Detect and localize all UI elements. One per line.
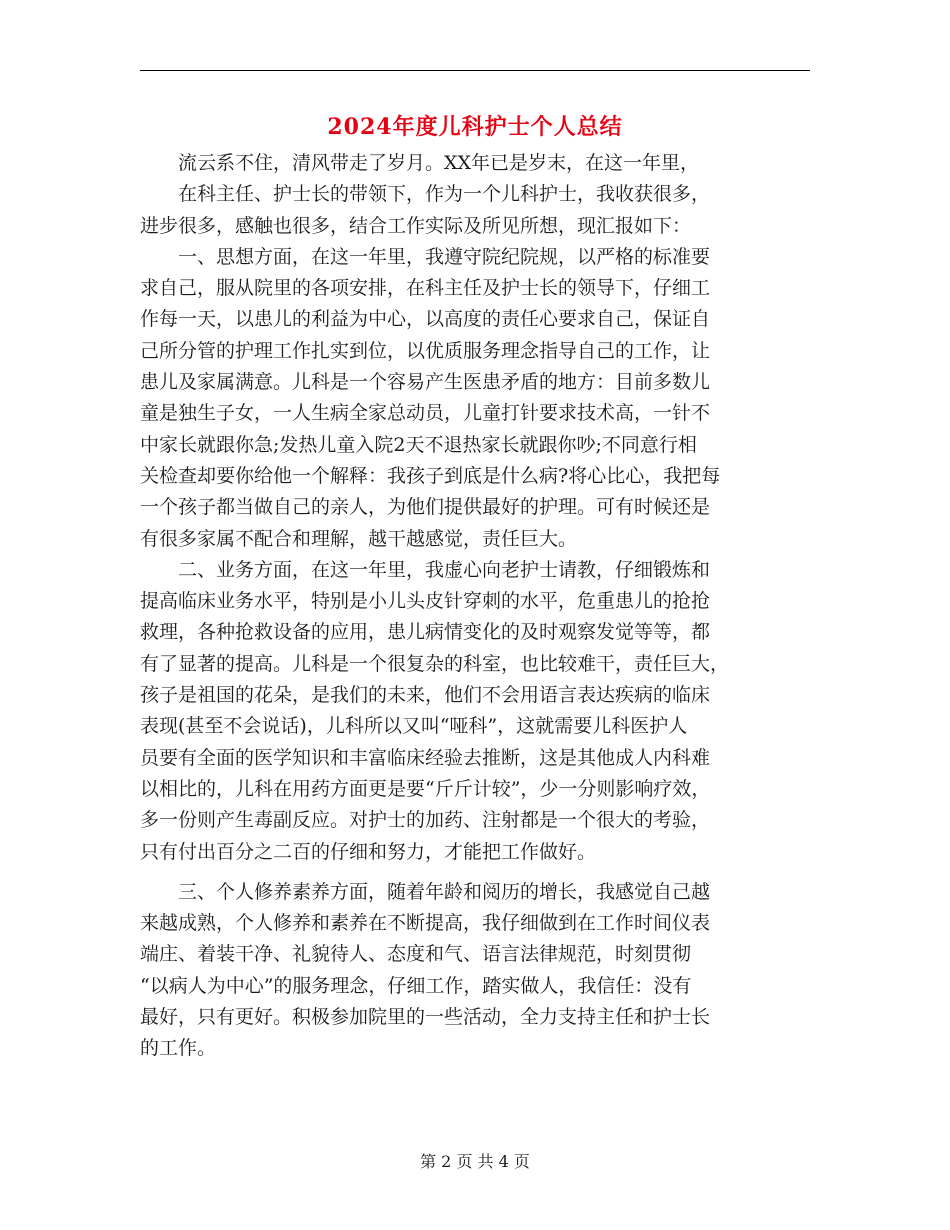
text-line: 来越成熟，个人修养和素养在不断提高，我仔细做到在工作时间仪表: [140, 912, 711, 935]
text-line: 童是独生子女，一人生病全家总动员，儿童打针要求技术高，一针不: [140, 402, 711, 425]
text-line: 己所分管的护理工作扎实到位，以优质服务理念指导自己的工作，让: [140, 339, 711, 362]
text-line: 救理，各种抢救设备的应用，患儿病情变化的及时观察发觉等等，都: [140, 621, 711, 644]
text-line: 求自己，服从院里的各项安排，在科主任及护士长的领导下，仔细工: [140, 277, 711, 300]
text-line: 端庄、着装干净、礼貌待人、态度和气、语言法律规范，时刻贯彻: [140, 943, 692, 966]
document-body: [140, 148, 810, 1065]
header-rule: [140, 70, 810, 71]
paragraph-gap: [140, 868, 810, 877]
text-line: 只有付出百分之二百的仔细和努力，才能把工作做好。: [140, 840, 597, 863]
text-line: “以病人为中心”的服务理念，仔细工作，踏实做人，我信任：没有: [140, 974, 692, 997]
text-line: 在科主任、护士长的带领下，作为一个儿科护士，我收获很多，: [140, 183, 711, 206]
text-line: 最好，只有更好。积极参加院里的一些活动，全力支持主任和护士长: [140, 1006, 711, 1029]
text-line: 员要有全面的医学知识和丰富临床经验去推断，这是其他成人内科难: [140, 746, 711, 769]
text-line: 一个孩子都当做自己的亲人，为他们提供最好的护理。可有时候还是: [140, 496, 711, 519]
text-line: 以相比的，儿科在用药方面更是要“斤斤计较”，少一分则影响疗效，: [140, 777, 711, 800]
text-line: 二、业务方面，在这一年里，我虚心向老护士请教，仔细锻炼和: [140, 558, 711, 581]
text-line: 关检查却要你给他一个解释：我孩子到底是什么病?将心比心，我把每: [140, 464, 721, 487]
text-line: 的工作。: [140, 1037, 217, 1060]
text-line: 一、思想方面，在这一年里，我遵守院纪院规，以严格的标准要: [140, 245, 711, 268]
text-line: 孩子是祖国的花朵，是我们的未来，他们不会用语言表达疾病的临床: [140, 684, 711, 707]
text-line: 有了显著的提高。儿科是一个很复杂的科室，也比较难干，责任巨大，: [140, 652, 730, 675]
text-line: 作每一天，以患儿的利益为中心，以高度的责任心要求自己，保证自: [140, 308, 711, 331]
text-line: 三、个人修养素养方面，随着年龄和阅历的增长，我感觉自己越: [140, 880, 711, 903]
document-title: 2024年度儿科护士个人总结: [327, 114, 623, 140]
text-line: 有很多家属不配合和理解，越干越感觉，责任巨大。: [140, 527, 578, 550]
text-line: 患儿及家属满意。儿科是一个容易产生医患矛盾的地方：目前多数儿: [140, 371, 711, 394]
text-line: 多一份则产生毒副反应。对护士的加药、注射都是一个很大的考验，: [140, 809, 711, 832]
text-line: 进步很多，感触也很多，结合工作实际及所见所想，现汇报如下：: [140, 214, 692, 237]
text-line: 表现(甚至不会说话)，儿科所以又叫“哑科”，这就需要儿科医护人: [140, 715, 688, 738]
page-footer: 第 2 页 共 4 页: [420, 1152, 530, 1171]
text-line: 提高临床业务水平，特别是小儿头皮针穿刺的水平，危重患儿的抢抢: [140, 590, 711, 613]
text-line: 流云系不住，清风带走了岁月。XX年已是岁末，在这一年里，: [140, 152, 700, 174]
text-line: 中家长就跟你急;发热儿童入院2天不退热家长就跟你吵;不同意行相: [140, 433, 697, 456]
